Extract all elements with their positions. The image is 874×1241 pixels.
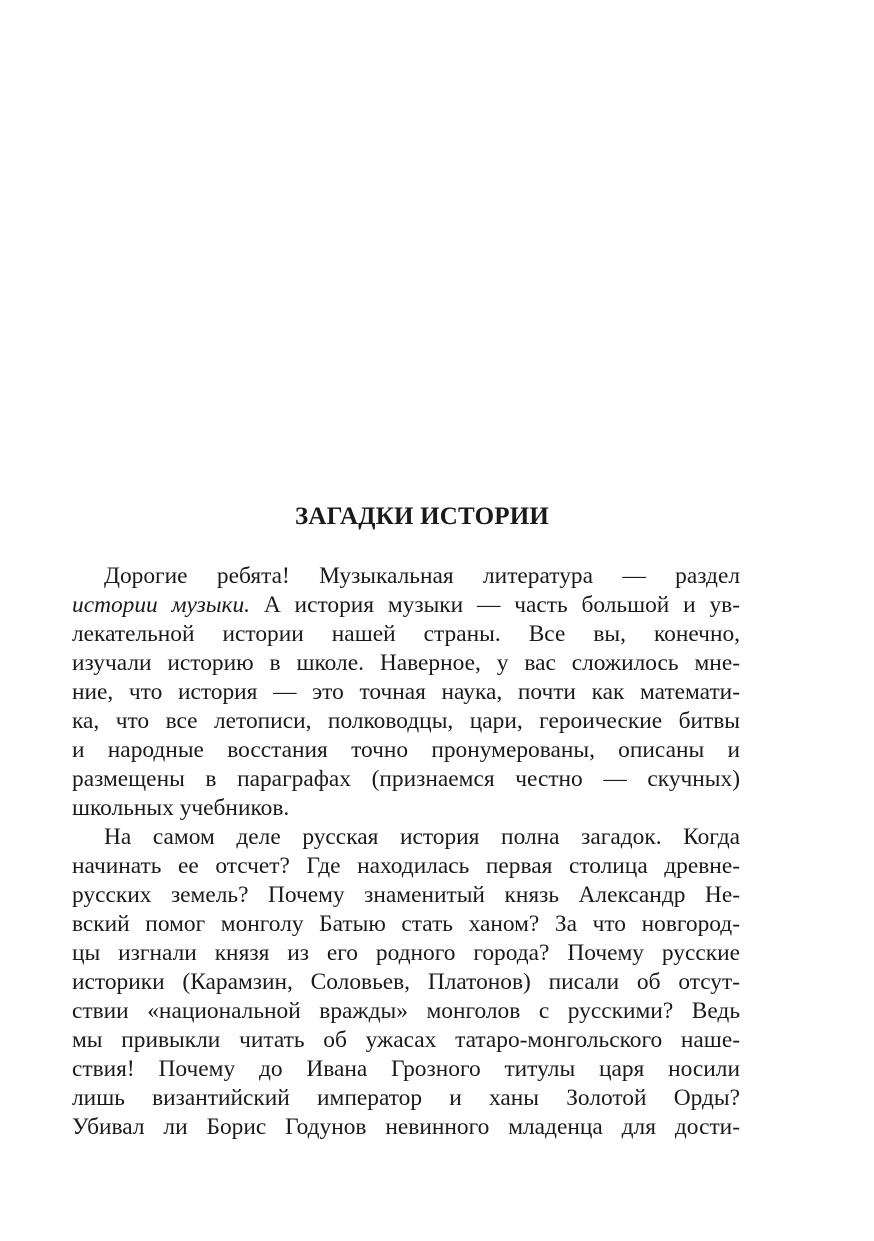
- text-line: русских земель? Почему знаменитый князь Александр Не-: [72, 882, 740, 908]
- text-line: На самом деле русская история полна загадок. Когда: [104, 824, 740, 850]
- section-heading: ЗАГАДКИ ИСТОРИИ: [295, 503, 549, 530]
- text-line: лишь византийский император и ханы Золотой Орды?: [72, 1085, 740, 1111]
- text-line: Дорогие ребята! Музыкальная литература — раздел: [104, 563, 740, 589]
- text-line: Убивал ли Борис Годунов невинного младенца для дости-: [72, 1114, 740, 1140]
- text-line: начинать ее отсчет? Где находилась первая столица древне-: [72, 853, 740, 879]
- text-line: ние, что история — это точная наука, почти как математи-: [72, 679, 740, 705]
- text-line: ка, что все летописи, полководцы, цари, героические битвы: [72, 708, 740, 734]
- text-line: школьных учебников.: [72, 795, 290, 821]
- text-line: и народные восстания точно пронумерованы, описаны и: [72, 737, 740, 763]
- emphasis: истории музыки.: [72, 592, 251, 618]
- text-line: истории музыки. А история музыки — часть большой и ув-: [72, 592, 740, 618]
- text-line: ствия! Почему до Ивана Грозного титулы царя носили: [72, 1056, 740, 1082]
- text-line: размещены в параграфах (признаемся честно — скучных): [72, 766, 740, 792]
- text-line: лекательной истории нашей страны. Все вы, конечно,: [72, 621, 740, 647]
- text-line: вский помог монголу Батыю стать ханом? За что новгород-: [72, 911, 740, 937]
- text-line: ствии «национальной вражды» монголов с русскими? Ведь: [72, 998, 740, 1024]
- text-line: мы привыкли читать об ужасах татаро-монгольского наше-: [72, 1027, 740, 1053]
- text-line: изучали историю в школе. Наверное, у вас сложилось мне-: [72, 650, 740, 676]
- text-line: цы изгнали князя из его родного города? Почему русские: [72, 940, 740, 966]
- text-line: историки (Карамзин, Соловьев, Платонов) писали об отсут-: [72, 969, 740, 995]
